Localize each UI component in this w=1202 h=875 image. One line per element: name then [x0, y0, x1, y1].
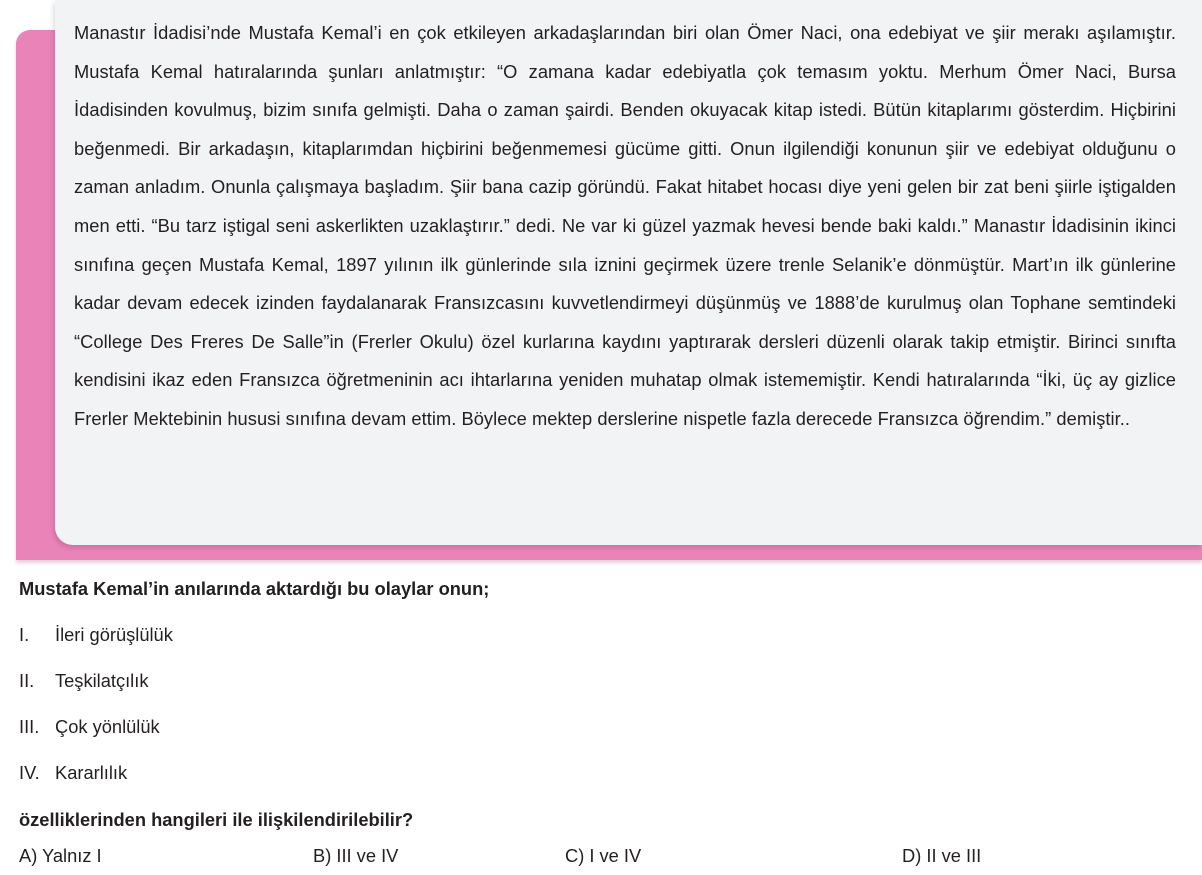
statement-text: Kararlılık: [55, 762, 128, 783]
statement-item: [19, 760, 173, 806]
statement-text: İleri görüşlülük: [55, 624, 173, 645]
statement-item: [19, 622, 173, 668]
statement-list: [19, 622, 173, 806]
statement-item: [19, 714, 173, 760]
passage-text: Manastır İdadisi’nde Mustafa Kemal’i en çok etkileyen arkadaşlarından biri olan Ömer Naci, ona edebiyat ve şiir merakı aşılamıştır. Mustafa Kemal hatıralarında şunları anlatmıştır: “O zamana kadar edebiyatla çok temasım yoktu. Merhum Ömer Naci, Bursa İdadisinden kovulmuş, bizim sınıfa gelmişti. Daha o zaman şairdi. Benden okuyacak kitap istedi. Bütün kitaplarımı gösterdim. Hiçbirini beğenmedi. Bir arkadaşın, kitaplarımdan hiçbirini beğenmemesi gücüme gitti. Onun ilgilendiği konunun şiir ve edebiyat olduğunu o zaman anladım. Onunla çalışmaya başladım. Şiir bana cazip göründü. Fakat hitabet hocası diye yeni gelen bir zat beni şiirle iştigalden men etti. “Bu tarz iştigal seni askerlikten uzaklaştırır.” dedi. Ne var ki güzel yazmak hevesi bende baki kaldı.” Manastır İdadisinin ikinci sınıfına geçen Mustafa Kemal, 1897 yılının ilk günlerinde sıla iznini geçirmek üzere trenle Selanik’e dönmüştür. Mart’ın ilk günlerine kadar devam edecek izinden faydalanarak Fransızcasını kuvvetlendirmeyi düşünmüş ve 1888’de kurulmuş olan Tophane semtindeki “College Des Freres De Salle”in (Frerler Okulu) özel kurlarına kaydını yaptırarak dersleri düzenli olarak takip etmiştir. Birinci sınıfta kendisini ikaz eden Fransızca öğretmeninin acı ihtarlarına yeniden muhatap olmak istememiştir. Kendi hatıralarında “İki, üç ay gizlice Frerler Mektebinin hususi sınıfına devam ettim. Böylece mektep derslerine nispetle fazla derecede Fransızca öğrendim.” demiştir..: [74, 22, 1176, 429]
statement-item: [19, 668, 173, 714]
statement-numeral: III.: [19, 716, 40, 737]
question-stem: Mustafa Kemal’in anılarında aktardığı bu olaylar onun;: [19, 578, 490, 599]
answer-option-d[interactable]: D) II ve III: [902, 845, 982, 866]
answer-option-c[interactable]: C) I ve IV: [565, 845, 642, 866]
answer-option-a[interactable]: A) Yalnız I: [19, 845, 102, 866]
statement-numeral: II.: [19, 670, 35, 691]
answer-option-b[interactable]: B) III ve IV: [313, 845, 399, 866]
question-tail: özelliklerinden hangileri ile ilişkilendirilebilir?: [19, 809, 414, 830]
statement-numeral: I.: [19, 624, 30, 645]
statement-text: Çok yönlülük: [55, 716, 160, 737]
statement-text: Teşkilatçılık: [55, 670, 149, 691]
statement-numeral: IV.: [19, 762, 40, 783]
